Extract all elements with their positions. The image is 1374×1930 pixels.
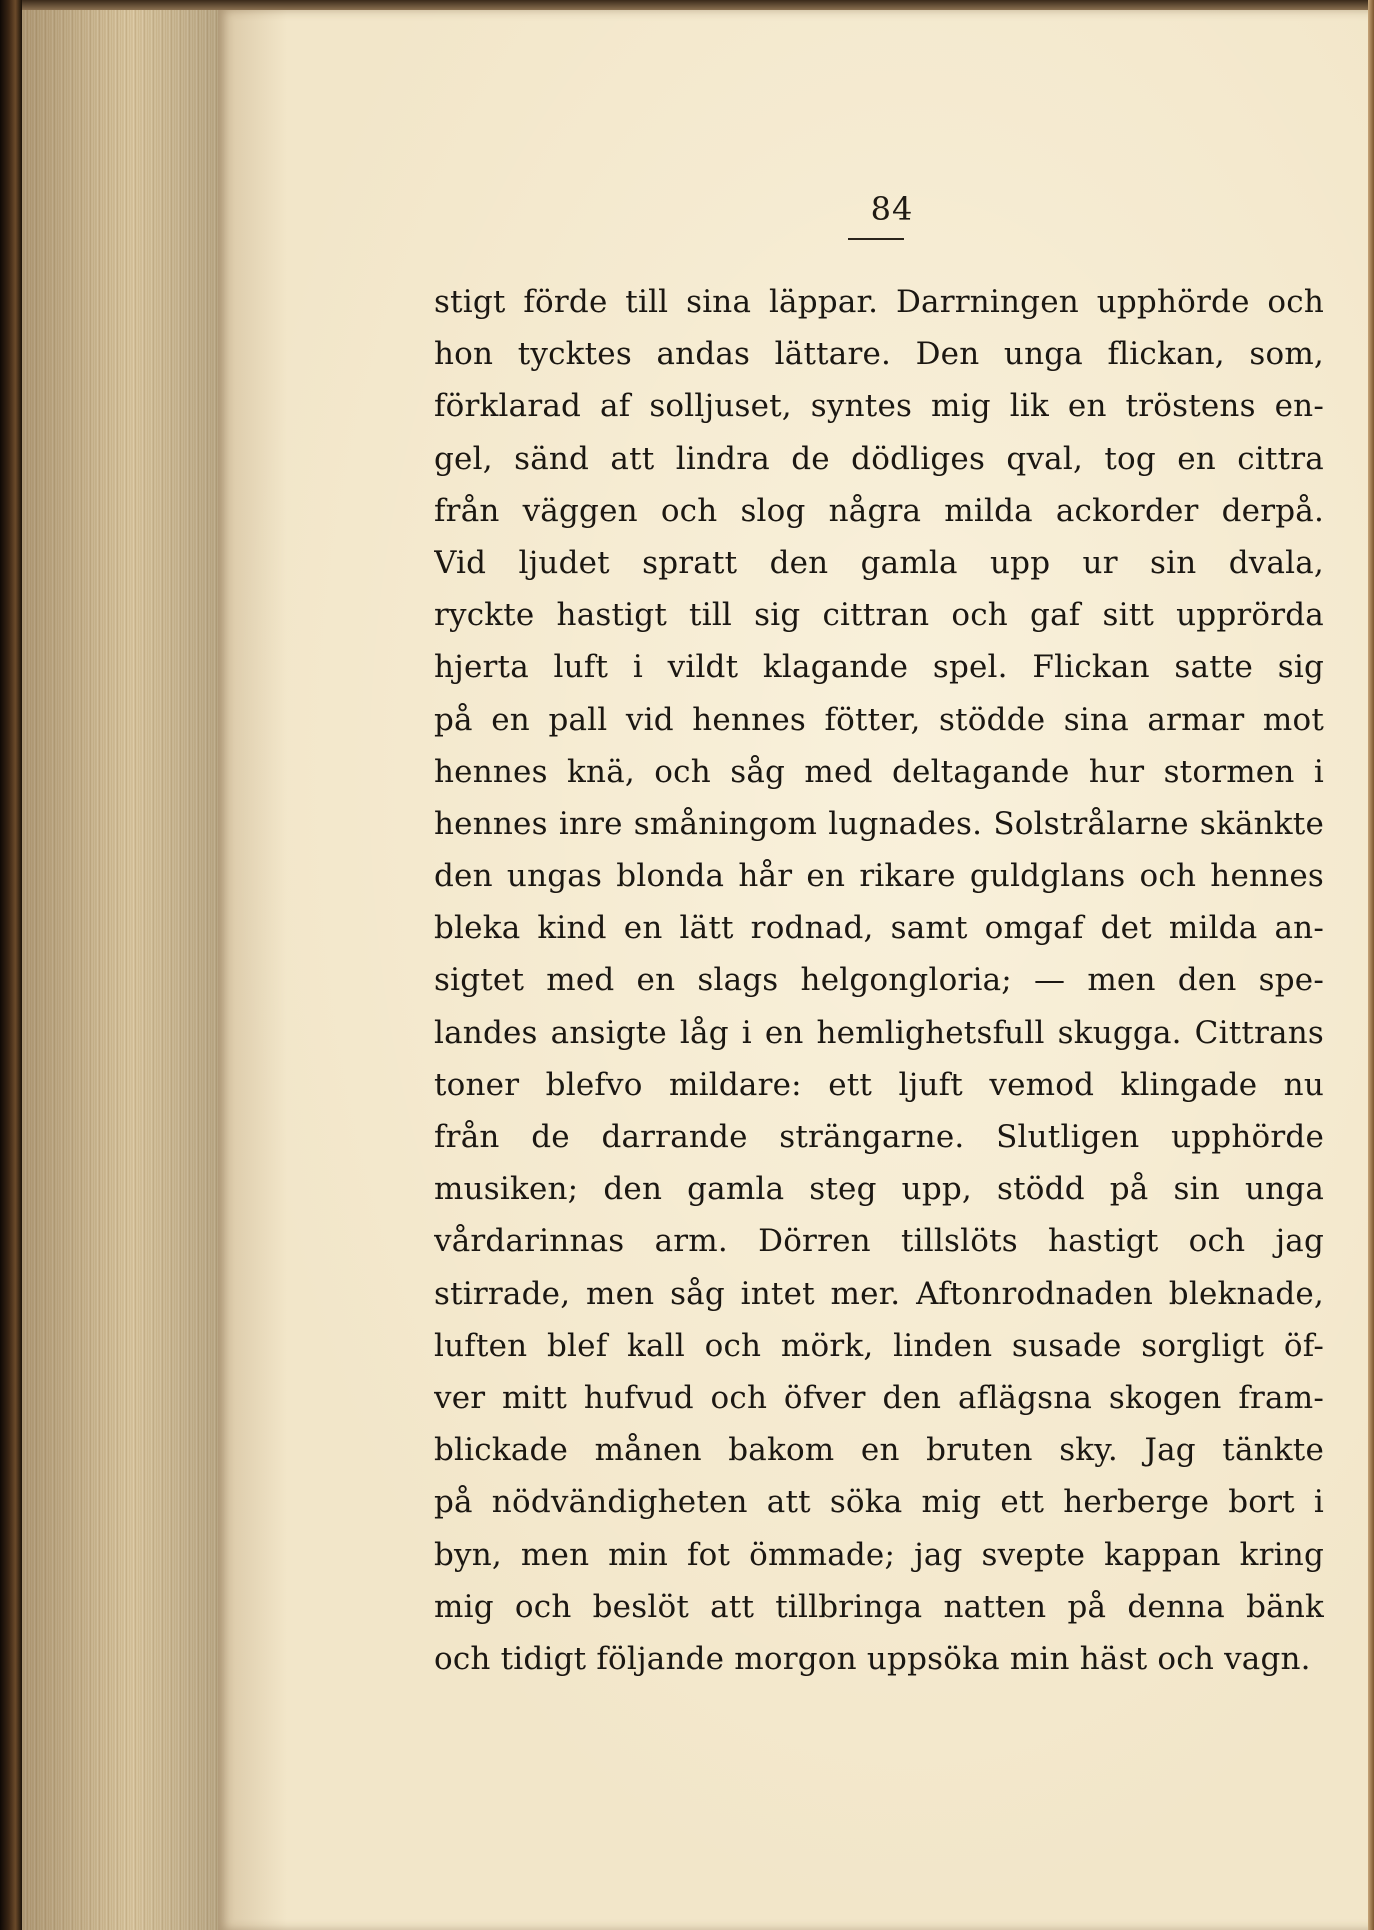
text-line: blickade månen bakom en bruten sky. Jag tänkte: [434, 1432, 1324, 1469]
text-line: den ungas blonda hår en rikare guldglans och hennes: [434, 858, 1324, 895]
text-line: toner blefvo mildare: ett ljuft vemod klingade nu: [434, 1066, 1324, 1103]
right-page-edge: [1368, 0, 1374, 1930]
text-line: vårdarinnas arm. Dörren tillslöts hastigt och jag: [434, 1223, 1324, 1260]
text-line: bleka kind en lätt rodnad, samt omgaf det milda an-: [434, 910, 1324, 947]
body-text: [434, 276, 1324, 1685]
text-line: Vid ljudet spratt den gamla upp ur sin dvala,: [434, 544, 1324, 581]
text-line: från väggen och slog några milda ackorder derpå.: [434, 492, 1324, 529]
top-edge: [22, 0, 1374, 10]
text-line: hennes knä, och såg med deltagande hur stormen i: [434, 753, 1324, 790]
text-line: från de darrande strängarne. Slutligen upphörde: [434, 1119, 1324, 1155]
text-line: ryckte hastigt till sig cittran och gaf sitt upprörda: [434, 597, 1324, 634]
text-line: mig och beslöt att tillbringa natten på denna bänk: [434, 1588, 1324, 1625]
text-line: ver mitt hufvud och öfver den aflägsna skogen fram-: [434, 1379, 1324, 1416]
text-line: stigt förde till sina läppar. Darrningen upphörde och: [434, 284, 1324, 320]
text-line: stirrade, men såg intet mer. Aftonrodnaden bleknade,: [434, 1275, 1324, 1312]
text-line: hjerta luft i vildt klagande spel. Flickan satte sig: [434, 649, 1324, 686]
text-line: och tidigt följande morgon uppsöka min häst och vagn.: [434, 1640, 1311, 1677]
text-line: hon tycktes andas lättare. Den unga flickan, som,: [434, 336, 1324, 373]
text-line: musiken; den gamla steg upp, stödd på sin unga: [434, 1171, 1324, 1208]
book-binding: [0, 0, 22, 1930]
text-line: hennes inre småningom lugnades. Solstrålarne skänkte: [434, 805, 1324, 842]
text-line: luften blef kall och mörk, linden susade sorgligt öf-: [434, 1327, 1324, 1364]
text-line: förklarad af solljuset, syntes mig lik en tröstens en-: [434, 388, 1324, 425]
page-number: 84: [870, 190, 914, 228]
text-line: sigtet med en slags helgongloria; — men den spe-: [434, 962, 1324, 999]
text-line: landes ansigte låg i en hemlighetsfull skugga. Cittrans: [434, 1014, 1324, 1051]
text-line: på nödvändigheten att söka mig ett herberge bort i: [434, 1484, 1324, 1521]
text-line: gel, sänd att lindra de dödliges qval, tog en cittra: [434, 440, 1324, 477]
page-number-underline: [848, 238, 904, 240]
text-line: byn, men min fot ömmade; jag svepte kappan kring: [434, 1536, 1324, 1573]
page-edges-shadow: [22, 0, 222, 1930]
text-line: på en pall vid hennes fötter, stödde sina armar mot: [434, 701, 1324, 738]
